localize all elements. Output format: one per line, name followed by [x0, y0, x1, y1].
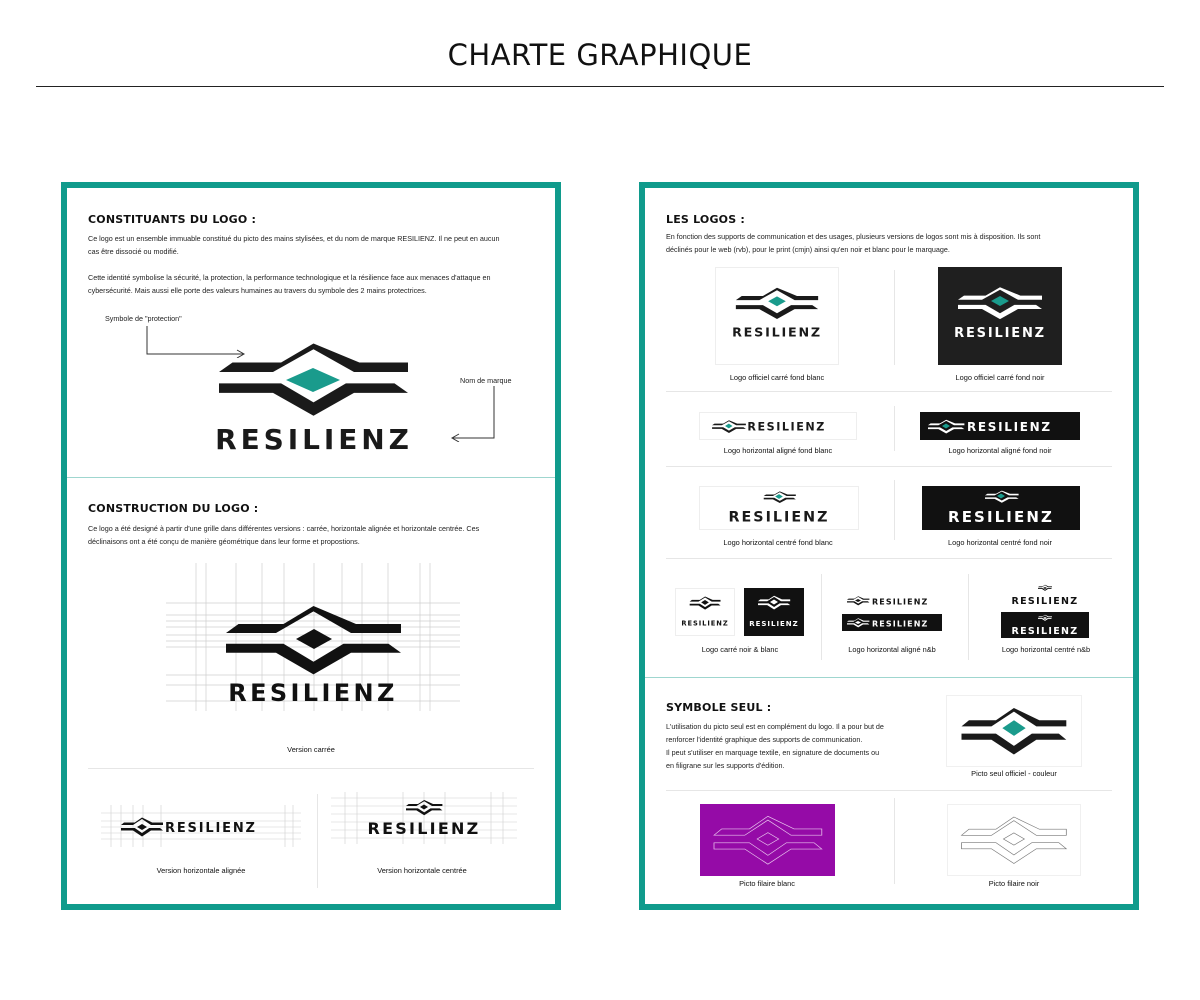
- picto-couleur-diamond-icon: [1002, 720, 1025, 736]
- divider: [666, 391, 1112, 392]
- logo-square-white: [715, 267, 839, 365]
- caption-logo-1: Logo officiel carré fond blanc: [729, 373, 825, 382]
- logo-h-aligned-nb-white: [842, 592, 942, 609]
- symbole-text-line: en filigrane sur les supports d'édition.: [666, 761, 785, 770]
- constituants-text-line: Ce logo est un ensemble immuable constitué du picto des mains stylisées, et du nom de marque RESILIENZ. Il ne peut en aucun: [88, 234, 500, 243]
- picto-couleur: [946, 695, 1082, 767]
- picto-filaire-noir: [947, 804, 1081, 876]
- main-logo-wordmark: RESILIENZ: [215, 423, 413, 453]
- left-panel: [61, 182, 561, 910]
- logo-square-nb-black: [744, 588, 804, 636]
- construction-text-line: Ce logo a été designé à partir d'une grille dans différentes versions : carrée, horizontale alignée et horizontale centrée. Ces: [88, 524, 480, 533]
- logo-h-aligned-nb-black-wordmark: RESILIENZ: [872, 619, 929, 629]
- grid-logo-wordmark: RESILIENZ: [228, 679, 398, 707]
- logo-h-centered-black: [922, 486, 1080, 530]
- logos-text-line: déclinés pour le web (rvb), pour le print (cmjn) ainsi qu'en noir et blanc pour le marquage.: [666, 245, 950, 254]
- logo-h-centered-nb-black: [1001, 612, 1089, 638]
- main-logo: [184, 328, 444, 453]
- logo-h-aligned-black-wordmark: RESILIENZ: [967, 420, 1052, 434]
- logo-h-aligned-nb-white-wordmark: RESILIENZ: [872, 597, 929, 607]
- logo-h-centered-white: [699, 486, 859, 530]
- grid-logo-h-aligned: [101, 805, 301, 847]
- section-divider: [67, 477, 555, 478]
- logos-text-line: En fonction des supports de communication et des usages, plusieurs versions de logos sont mis à disposition. Ils sont: [666, 232, 1041, 241]
- divider: [666, 466, 1112, 467]
- caption-picto-2: Picto filaire blanc: [739, 879, 795, 888]
- annotation-name-arrow-icon: [449, 386, 499, 442]
- divider: [88, 768, 534, 769]
- logo-h-centered-white-wordmark: RESILIENZ: [728, 509, 830, 526]
- title-divider: [36, 86, 1164, 87]
- caption-logo-8: Logo horizontal aligné n&b: [848, 645, 936, 654]
- page-title: CHARTE GRAPHIQUE: [447, 38, 753, 72]
- caption-picto-3: Picto filaire noir: [988, 879, 1040, 888]
- caption-logo-2: Logo officiel carré fond noir: [955, 373, 1045, 382]
- picto-filaire-blanc: [700, 804, 835, 876]
- symbole-text: [666, 720, 926, 772]
- divider-vertical: [894, 406, 895, 451]
- logo-h-aligned-white: [699, 412, 857, 440]
- symbole-text-line: L'utilisation du picto seul est en complément du logo. Il a pour but de: [666, 722, 884, 731]
- divider-vertical: [894, 480, 895, 540]
- caption-h-aligned: Version horizontale alignée: [156, 866, 246, 875]
- logo-h-aligned-white-wordmark: RESILIENZ: [747, 420, 826, 434]
- logo-square-black-wordmark: RESILIENZ: [954, 326, 1046, 341]
- caption-logo-3: Logo horizontal aligné fond blanc: [723, 446, 833, 455]
- section-title-construction: CONSTRUCTION DU LOGO :: [88, 502, 259, 515]
- divider: [666, 790, 1112, 791]
- picto-filaire-blanc-icon: [714, 816, 822, 864]
- section-title-constituants: CONSTITUANTS DU LOGO :: [88, 213, 257, 226]
- constituants-text-line: cybersécurité. Mais aussi elle porte des valeurs humaines au travers du symbole des 2 mains protectrices.: [88, 286, 427, 295]
- constituants-text-line: cas être dissocié ou modifié.: [88, 247, 179, 256]
- logo-square-white-wordmark: RESILIENZ: [732, 325, 822, 341]
- caption-square: Version carrée: [287, 745, 335, 754]
- logo-h-centered-nb-black-wordmark: RESILIENZ: [1011, 626, 1079, 637]
- logo-h-aligned-black: [920, 412, 1080, 440]
- logo-square-nb-white-wordmark: RESILIENZ: [681, 619, 729, 628]
- constituants-text: [88, 232, 548, 297]
- constituants-text-line: Cette identité symbolise la sécurité, la protection, la performance technologique et la résilience face aux menaces d'attaque en: [88, 273, 491, 282]
- section-title-logos: LES LOGOS :: [666, 213, 745, 226]
- main-logo-diamond-icon: [286, 368, 340, 392]
- divider: [666, 558, 1112, 559]
- caption-logo-9: Logo horizontal centré n&b: [1001, 645, 1091, 654]
- divider-vertical: [894, 270, 895, 365]
- caption-logo-7: Logo carré noir & blanc: [701, 645, 779, 654]
- logo-square-nb-white: [675, 588, 735, 636]
- symbole-text-line: Il peut s'utiliser en marquage textile, en signature de documents ou: [666, 748, 880, 757]
- logo-h-aligned-nb-black: [842, 614, 942, 631]
- h-aligned-wordmark: RESILIENZ: [165, 821, 257, 836]
- symbole-text-line: renforcer l'identité graphique des supports de communication.: [666, 735, 863, 744]
- right-panel: [639, 182, 1139, 910]
- logo-square-nb-black-wordmark: RESILIENZ: [749, 620, 799, 628]
- grid-logo-diamond-icon: [296, 629, 332, 649]
- picto-filaire-noir-icon: [962, 817, 1067, 864]
- caption-logo-6: Logo horizontal centré fond noir: [948, 538, 1052, 547]
- logos-text: [666, 230, 1126, 256]
- section-divider: [645, 677, 1133, 678]
- annotation-symbol: Symbole de "protection": [105, 314, 182, 323]
- caption-h-centered: Version horizontale centrée: [377, 866, 467, 875]
- construction-text-line: déclinaisons ont a été conçu de manière géométrique dans leur forme et propostions.: [88, 537, 360, 546]
- h-centered-wordmark: RESILIENZ: [367, 819, 481, 838]
- construction-text: [88, 522, 548, 548]
- section-title-symbole: SYMBOLE SEUL :: [666, 701, 772, 714]
- caption-logo-5: Logo horizontal centré fond blanc: [723, 538, 833, 547]
- logo-square-black: [938, 267, 1062, 365]
- caption-logo-4: Logo horizontal aligné fond noir: [948, 446, 1052, 455]
- annotation-name: Nom de marque: [460, 376, 512, 385]
- grid-logo-square: [166, 563, 460, 711]
- logo-h-centered-nb-white-wordmark: RESILIENZ: [1011, 596, 1079, 607]
- caption-picto-1: Picto seul officiel - couleur: [971, 769, 1057, 778]
- divider-vertical: [894, 798, 895, 884]
- grid-logo-h-centered: [331, 792, 517, 844]
- logo-h-centered-black-wordmark: RESILIENZ: [948, 508, 1054, 526]
- logo-h-centered-nb-white: [1001, 582, 1089, 608]
